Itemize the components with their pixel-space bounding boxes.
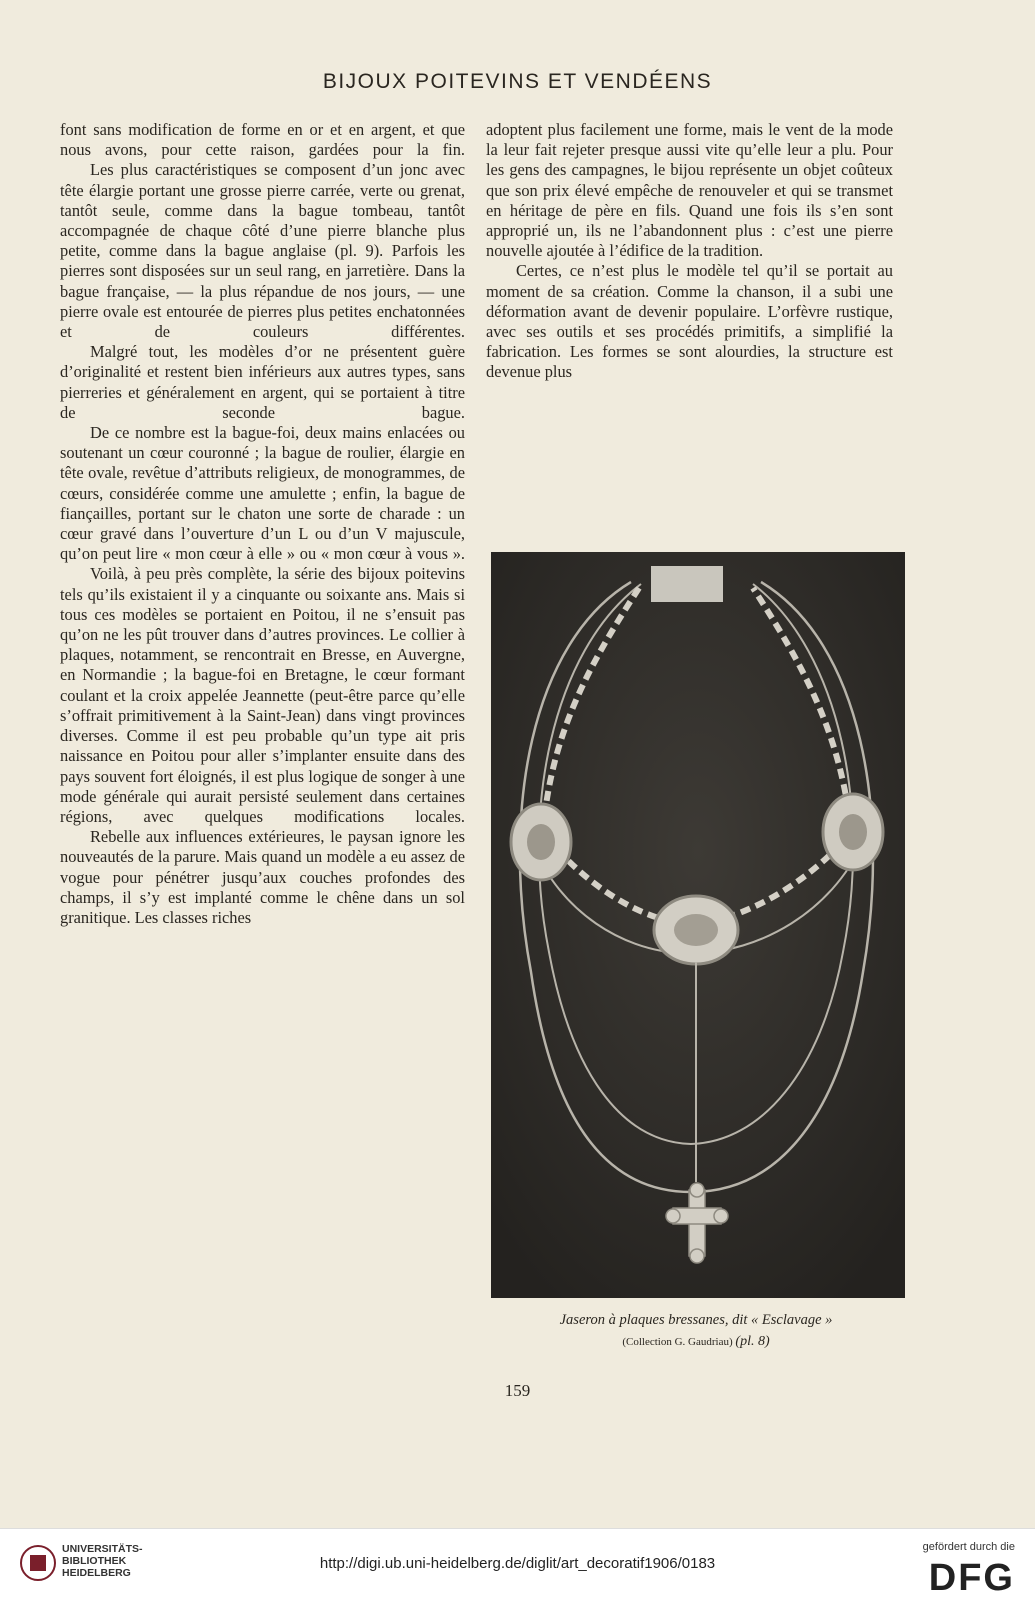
paragraph: adoptent plus facilement une forme, mais le vent de la mode la leur fait rejeter presque aussi vite qu’elle leur a plu. Pour les gens des campagnes, le bijou représente un objet coûteux que son prix élevé empêche de renouveler et qui se transmet en héritage de père en fils. Quand une fois ils s’en sont approprié un, ils ne l’abandonnent plus : c’est une pierre nouvelle ajoutée à l’édifice de la tradition. xyxy=(486,120,893,261)
page-title: BIJOUX POITEVINS ET VENDÉENS xyxy=(322,70,713,93)
central-medallion-center xyxy=(674,914,718,946)
paragraph: Voilà, à peu près complète, la série des bijoux poitevins tels qu’ils existaient il y a cinquante ou soixante ans. Mais si tous ces modèles se portaient en Poitou, il ne s’ensuit pas qu’on ne les pût trouver dans d’autres provinces. Le collier à plaques, notamment, se rencontrait en Bresse, en Auvergne, en Normandie ; la bague-foi en Bretagne, le cœur formant coulant et la croix appelée Jeannette (peut-être parce qu’elle s’offrait primitivement à la Saint-Jean) dans vingt provinces diverses. Comme il est peu probable qu’un type ait pris naissance en Poitou pour aller s’implanter ensuite dans des pays souvent fort éloignés, il est plus logique de songer à une mode générale qui aurait persisté seulement dans certaines régions, avec quelques modifications locales. xyxy=(60,564,465,826)
institution-line: HEIDELBERG xyxy=(62,1567,131,1579)
source-url-link[interactable]: http://digi.ub.uni-heidelberg.de/diglit/art_decoratif1906/0183 xyxy=(319,1555,716,1572)
left-text-column xyxy=(60,120,465,928)
page-number: 159 xyxy=(504,1381,531,1400)
necklace-illustration xyxy=(491,552,905,1298)
left-medallion-center xyxy=(527,824,555,860)
right-text-column xyxy=(486,120,893,383)
institution-line: UNIVERSITÄTS- xyxy=(62,1543,143,1555)
collection-credit: (Collection G. Gaudriau) xyxy=(622,1336,733,1348)
right-medallion-center xyxy=(839,814,867,850)
plate-reference: (pl. 8) xyxy=(735,1334,770,1349)
paragraph: Malgré tout, les modèles d’or ne présentent guère d’originalité et restent bien inférieurs aux autres types, sans pierreries et généralement en argent, qui se portaient à titre de seconde bague. xyxy=(60,342,465,422)
footer-bar xyxy=(0,1528,1035,1605)
paragraph: Les plus caractéristiques se composent d’un jonc avec tête élargie portant une grosse pierre carrée, verte ou grenat, tantôt seule, comme dans la bague tombeau, tantôt accompagnée de chaque côté d’une pierre blanche plus petite, comme dans la bague anglaise (pl. 9). Parfois les pierres sont disposées sur un seul rang, en jarretière. Dans la bague française, — la plus répandue de nos jours, — une pierre ovale est entourée de pierres plus petites enchatonnées et de couleurs différentes. xyxy=(60,160,465,342)
clasp-tag xyxy=(651,566,723,602)
paragraph: Certes, ce n’est plus le modèle tel qu’il se portait au moment de sa création. Comme la chanson, il a subi une déformation avant de devenir populaire. L’orfèvre rustique, avec ses outils et ses procédés primitifs, a simplifié la fabrication. Les formes se sont alourdies, la structure est devenue plus xyxy=(486,261,893,382)
paragraph: Rebelle aux influences extérieures, le paysan ignore les nouveautés de la parure. Mais quand un modèle a eu assez de vogue pour pénétrer jusqu’aux couches profondes des champs, il s’y est implanté comme le chêne dans un sol granitique. Les classes riches xyxy=(60,827,465,927)
figure-caption: Jaseron à plaques bressanes, dit « Esclavage » xyxy=(559,1312,833,1328)
figure-credit xyxy=(486,1334,906,1350)
funding-label: gefördert durch die xyxy=(922,1541,1015,1553)
paragraph: font sans modification de forme en or et en argent, et que nous avons, pour cette raison, gardées pour la fin. xyxy=(60,120,465,160)
dfg-logo: DFG xyxy=(928,1557,1015,1599)
paragraph: De ce nombre est la bague-foi, deux mains enlacées ou soutenant un cœur couronné ; la bague de roulier, élargie en tête ovale, revêtue d’attributs religieux, de monogrammes, de cœurs, considérée comme une amulette ; enfin, la bague de fiançailles, portant sur le chaton une sorte de charade : un cœur gravé dans l’ouverture d’un L ou d’un V majuscule, qu’on peut lire « mon cœur à elle » ou « mon cœur à vous ». xyxy=(60,423,465,564)
necklace-photograph xyxy=(491,552,905,1298)
institution-line: BIBLIOTHEK xyxy=(62,1555,127,1567)
